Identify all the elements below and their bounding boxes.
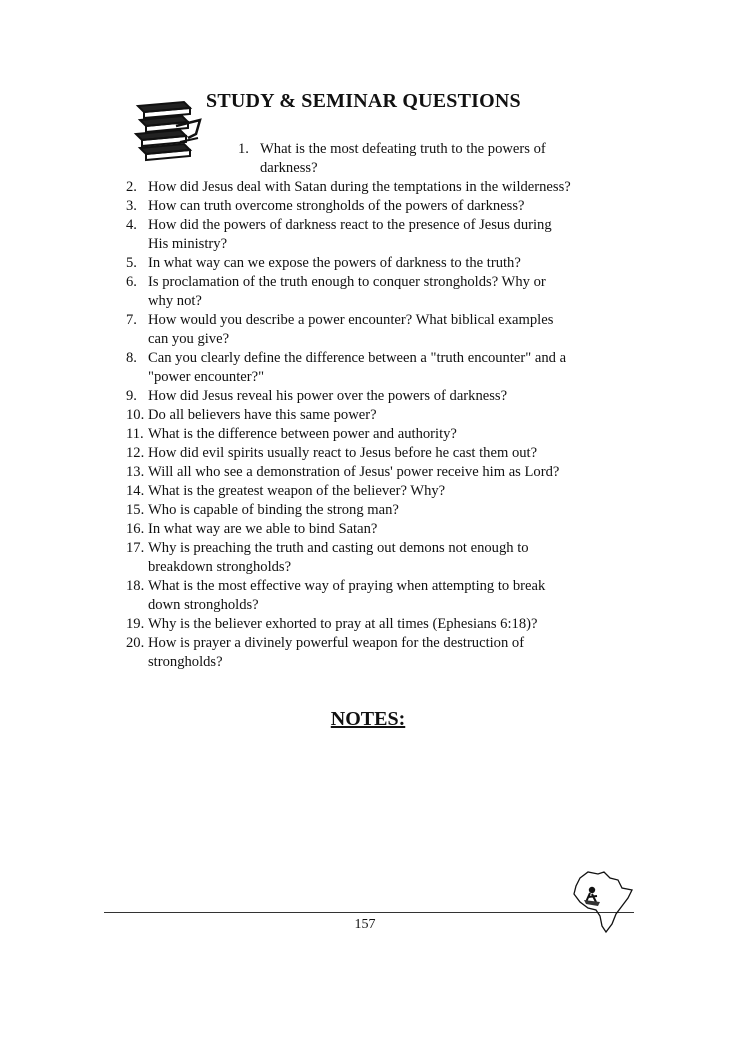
question-item: [126, 444, 537, 463]
question-text: Why is preaching the truth and casting out demons not enough to: [148, 540, 529, 556]
question-text: In what way are we able to bind Satan?: [148, 521, 378, 537]
question-text-continued: why not?: [148, 293, 202, 309]
question-text: How can truth overcome strongholds of the powers of darkness?: [148, 198, 525, 214]
question-text: How is prayer a divinely powerful weapon for the destruction of: [148, 635, 525, 651]
question-text-continued: "power encounter?": [148, 369, 265, 385]
question-text: Why is the believer exhorted to pray at all times (Ephesians 6:18)?: [148, 616, 538, 632]
question-text-continued: strongholds?: [148, 654, 223, 670]
question-text-continued: can you give?: [148, 331, 230, 347]
footer-divider: [104, 912, 634, 913]
question-number: 5.: [126, 255, 137, 271]
question-number: 19.: [126, 616, 145, 632]
question-item: [126, 520, 377, 539]
question-item: [126, 311, 553, 349]
question-text-continued: breakdown strongholds?: [148, 559, 292, 575]
question-text: Is proclamation of the truth enough to conquer strongholds? Why or: [148, 274, 546, 290]
question-item: [126, 216, 552, 254]
question-item: [126, 387, 507, 406]
page-number: 157: [354, 917, 376, 932]
question-item: [126, 197, 525, 216]
question-item: [126, 406, 377, 425]
question-item: [126, 254, 521, 273]
question-text: How did Jesus reveal his power over the powers of darkness?: [148, 388, 508, 404]
question-number: 1.: [238, 141, 249, 157]
question-text-continued: darkness?: [260, 160, 318, 176]
question-number: 13.: [126, 464, 145, 480]
question-item: [238, 140, 546, 178]
question-item: [126, 349, 566, 387]
question-number: 20.: [126, 635, 145, 651]
question-text: How would you describe a power encounter? What biblical examples: [148, 312, 554, 328]
question-text: How did Jesus deal with Satan during the temptations in the wilderness?: [148, 179, 571, 195]
question-text: In what way can we expose the powers of darkness to the truth?: [148, 255, 521, 271]
question-number: 3.: [126, 198, 137, 214]
question-number: 4.: [126, 217, 137, 233]
question-number: 11.: [126, 426, 144, 442]
notes-heading: NOTES:: [330, 708, 406, 730]
question-number: 9.: [126, 388, 137, 404]
question-number: 10.: [126, 407, 145, 423]
question-number: 15.: [126, 502, 145, 518]
question-item: [126, 482, 445, 501]
page-title: STUDY & SEMINAR QUESTIONS: [206, 90, 521, 112]
question-item: [126, 463, 559, 482]
question-number: 8.: [126, 350, 137, 366]
question-text-continued: down strongholds?: [148, 597, 259, 613]
africa-map-logo-icon: [566, 866, 638, 938]
question-text: Do all believers have this same power?: [148, 407, 377, 423]
question-text: How did evil spirits usually react to Jesus before he cast them out?: [148, 445, 538, 461]
question-number: 7.: [126, 312, 137, 328]
question-number: 16.: [126, 521, 145, 537]
question-item: [126, 178, 571, 197]
question-text: What is the most defeating truth to the powers of: [260, 141, 546, 157]
stacked-books-icon: [130, 98, 204, 168]
question-text: What is the greatest weapon of the believer? Why?: [148, 483, 446, 499]
question-number: 18.: [126, 578, 145, 594]
question-text: What is the most effective way of praying when attempting to break: [148, 578, 546, 594]
question-number: 17.: [126, 540, 145, 556]
question-item: [126, 539, 529, 577]
question-item: [126, 577, 545, 615]
question-text: How did the powers of darkness react to the presence of Jesus during: [148, 217, 552, 233]
question-text: What is the difference between power and authority?: [148, 426, 457, 442]
question-item: [126, 634, 524, 672]
question-number: 2.: [126, 179, 137, 195]
question-number: 6.: [126, 274, 137, 290]
question-text-continued: His ministry?: [148, 236, 228, 252]
question-text: Will all who see a demonstration of Jesus' power receive him as Lord?: [148, 464, 560, 480]
question-item: [126, 425, 457, 444]
question-number: 14.: [126, 483, 145, 499]
question-item: [126, 273, 546, 311]
question-text: Can you clearly define the difference between a "truth encounter" and a: [148, 350, 567, 366]
question-item: [126, 615, 537, 634]
question-item: [126, 501, 399, 520]
question-text: Who is capable of binding the strong man?: [148, 502, 399, 518]
question-number: 12.: [126, 445, 145, 461]
